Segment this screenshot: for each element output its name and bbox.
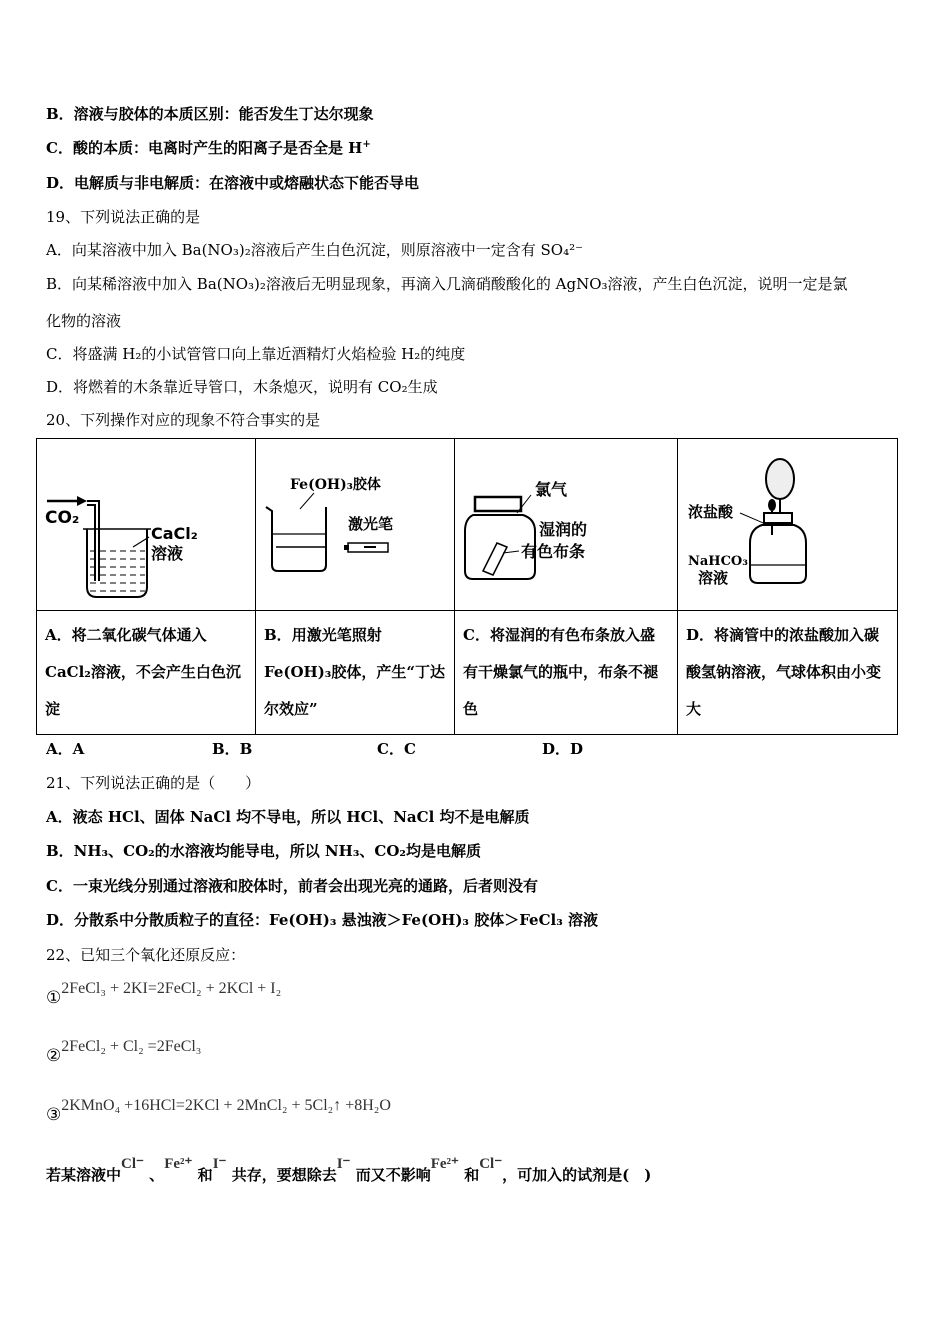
q19-option-a: A．向某溶液中加入 Ba(NO₃)₂溶液后产生白色沉淀，则原溶液中一定含有 SO₄²⁻ — [46, 241, 584, 259]
q18-option-d: D．电解质与非电解质：在溶液中或熔融状态下能否导电 — [46, 174, 420, 192]
figure-a-cell — [37, 439, 256, 611]
equation-1-num: ① — [46, 988, 62, 1007]
q22-stem: 22、已知三个氧化还原反应： — [46, 946, 246, 964]
ion-cl-1: Cl⁻ — [121, 1156, 144, 1172]
chlorine-bottle-figure — [455, 439, 678, 609]
q21-option-c: C．一束光线分别通过溶液和胶体时，前者会出现光亮的通路，后者则没有 — [46, 877, 538, 895]
q18-option-c-text: C．酸的本质：电离时产生的阳离子是否全是 H — [46, 139, 363, 157]
co2-label: CO₂ — [45, 508, 80, 528]
caption-a-letter: A． — [45, 626, 72, 644]
equation-3-formula: 2KMnO₄ +16HCl=2KCl + 2MnCl₂ + 5Cl₂↑ +8H₂O — [61, 1097, 391, 1114]
caption-c-letter: C． — [463, 626, 490, 644]
q22-tail-0: 若某溶液中 — [46, 1166, 122, 1184]
figure-c-cell — [455, 439, 678, 611]
caption-b-cell — [256, 611, 455, 735]
equation-3-num: ③ — [46, 1105, 62, 1124]
hcl-label: 浓盐酸 — [688, 503, 734, 521]
equation-1 — [46, 980, 282, 1008]
q20-answer-a: A．A — [46, 740, 85, 758]
caption-c-cell — [455, 611, 678, 735]
colloid-label: Fe(OH)₃胶体 — [290, 477, 381, 493]
figure-b-cell — [256, 439, 455, 611]
caption-d-letter: D． — [686, 626, 715, 644]
caption-a-text: 将二氧化碳气体通入 CaCl₂溶液，不会产生白色沉淀 — [45, 626, 241, 718]
q22-tail-5: 和 — [464, 1166, 480, 1184]
colored-strip-label: 有色布条 — [521, 542, 586, 561]
q20-stem: 20、下列操作对应的现象不符合事实的是 — [46, 411, 321, 429]
chlorine-label: 氯气 — [535, 480, 568, 499]
ion-i-2: I⁻ — [336, 1156, 351, 1172]
caption-d-cell — [678, 611, 898, 735]
caption-a-cell — [37, 611, 256, 735]
q21-option-a: A．液态 HCl、固体 NaCl 均不导电，所以 HCl、NaCl 均不是电解质 — [46, 808, 530, 826]
figure-d-cell — [678, 439, 898, 611]
equation-2-formula: 2FeCl₂ + Cl₂ =2FeCl₃ — [61, 1038, 202, 1055]
q19-option-c: C．将盛满 H₂的小试管管口向上靠近酒精灯火焰检验 H₂的纯度 — [46, 345, 466, 363]
q21-stem: 21、下列说法正确的是（ ） — [46, 774, 261, 792]
q19-option-d: D．将燃着的木条靠近导管口，木条熄灭，说明有 CO₂生成 — [46, 378, 438, 396]
q20-answer-b: B．B — [212, 740, 253, 758]
q22-tail-3: 共存，要想除去 — [231, 1166, 337, 1184]
q20-experiment-table — [36, 438, 898, 735]
wet-strip-label: 湿润的 — [539, 520, 588, 539]
q18-option-c-sup: + — [362, 139, 371, 150]
q19-option-b-line1: B．向某稀溶液中加入 Ba(NO₃)₂溶液后无明显现象，再滴入几滴硝酸酸化的 AgNO₃溶液，产生白色沉淀，说明一定是氯 — [46, 275, 848, 293]
balloon-bottle-figure — [678, 439, 898, 609]
nahco3-label: NaHCO₃ — [688, 554, 748, 569]
co2-cacl2-figure — [37, 439, 256, 609]
q19-option-b-line2: 化物的溶液 — [46, 312, 122, 330]
ion-cl-2: Cl⁻ — [479, 1156, 503, 1172]
caption-b-text: 用激光笔照射 Fe(OH)₃胶体，产生“丁达尔效应” — [264, 626, 446, 718]
q21-option-d: D．分散系中分散质粒子的直径：Fe(OH)₃ 悬浊液＞Fe(OH)₃ 胶体＞FeCl₃ 溶液 — [46, 911, 599, 929]
q22-question — [46, 1156, 652, 1185]
equation-2 — [46, 1038, 202, 1066]
caption-b-letter: B． — [264, 626, 292, 644]
q22-tail-2: 和 — [197, 1166, 213, 1184]
laser-label: 激光笔 — [348, 515, 394, 533]
q22-tail-4: 而又不影响 — [355, 1166, 431, 1184]
ion-i-1: I⁻ — [212, 1156, 227, 1172]
caption-d-text: 将滴管中的浓盐酸加入碳酸氢钠溶液，气球体积由小变大 — [686, 626, 882, 718]
q20-answer-d: D．D — [542, 740, 584, 758]
ion-fe2-1: Fe²⁺ — [164, 1156, 193, 1172]
q19-stem: 19、下列说法正确的是 — [46, 208, 201, 226]
q20-answer-c: C．C — [377, 740, 416, 758]
q18-option-c — [46, 137, 371, 158]
caption-c-text: 将湿润的有色布条放入盛有干燥氯气的瓶中，布条不褪色 — [463, 626, 659, 718]
ion-fe2-2: Fe²⁺ — [430, 1156, 459, 1172]
equation-3 — [46, 1097, 391, 1125]
d-solution-label: 溶液 — [698, 569, 729, 587]
equation-2-num: ② — [46, 1046, 62, 1065]
solution-label: 溶液 — [151, 544, 184, 563]
q18-option-b: B．溶液与胶体的本质区别：能否发生丁达尔现象 — [46, 105, 374, 123]
q22-tail-6: ，可加入的试剂是( ) — [502, 1166, 652, 1184]
tyndall-figure — [256, 439, 455, 609]
equation-1-formula: 2FeCl₃ + 2KI=2FeCl₂ + 2KCl + I₂ — [61, 980, 282, 997]
q21-option-b: B．NH₃、CO₂的水溶液均能导电，所以 NH₃、CO₂均是电解质 — [46, 842, 481, 860]
cacl2-label: CaCl₂ — [151, 524, 198, 543]
q22-tail-1: 、 — [149, 1166, 165, 1184]
